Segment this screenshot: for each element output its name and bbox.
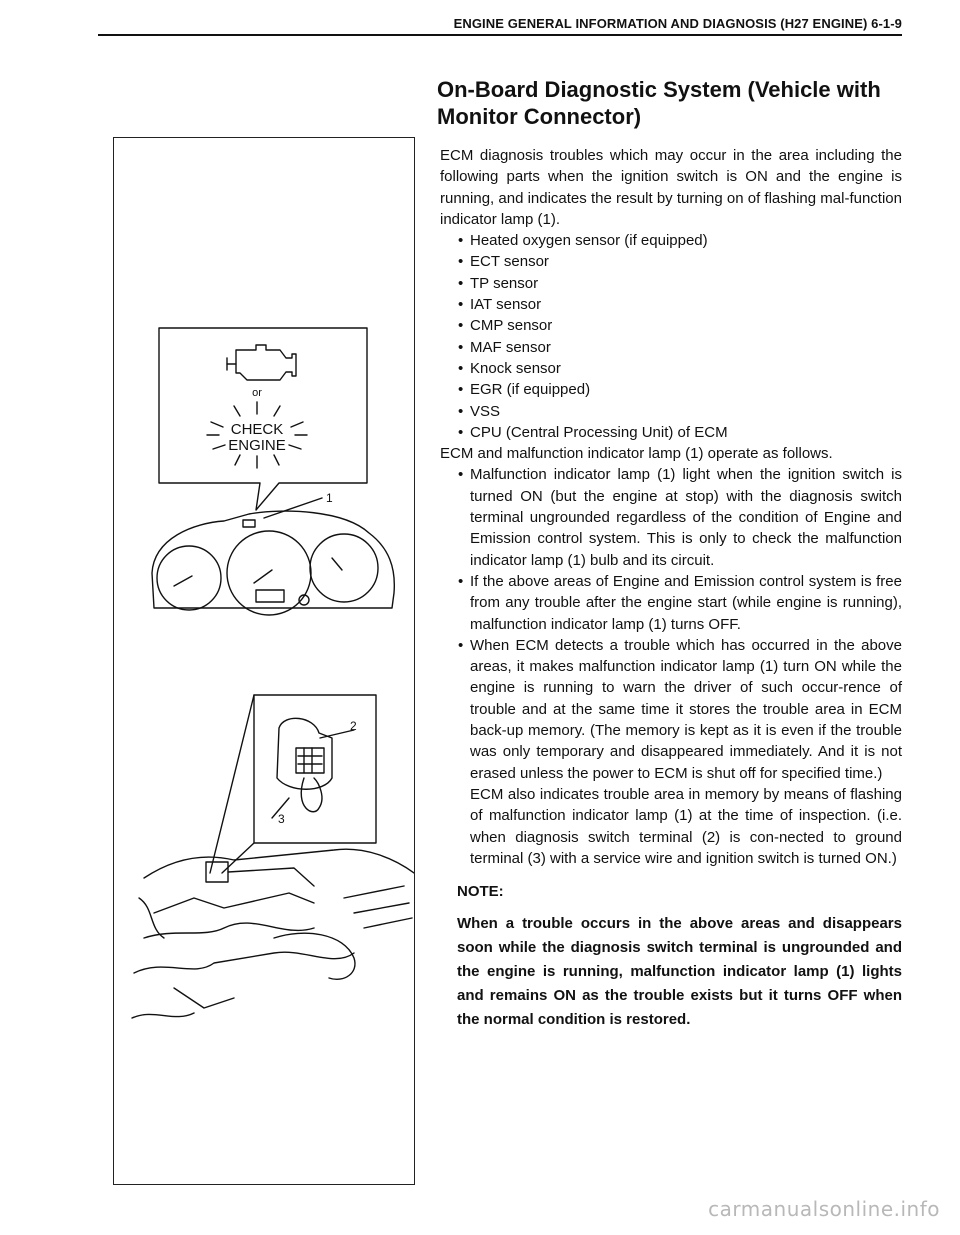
list-item: • EGR (if equipped) [458, 379, 902, 400]
instrument-cluster [152, 511, 394, 608]
list-item: • VSS [458, 401, 902, 422]
list-item: • CPU (Central Processing Unit) of ECM [458, 422, 902, 443]
operation-text: • When ECM detects a trouble which has occurred in the above areas, it makes malfunction indicator lamp (1) turn ON while the engine is running to warn the driver of such occur-rence of trouble and at the same time it stores the trouble area in ECM back-up memory. (The memory is kept as it is even if the trouble was only temporary and disappeared immediately. And it is not erased unless the power to ECM is shut off for specified time.) [470, 636, 902, 782]
operations-list [440, 464, 902, 869]
operation-intro: ECM and malfunction indicator lamp (1) operate as follows. [440, 445, 833, 463]
note-label: NOTE: [457, 883, 504, 901]
page-header [98, 10, 902, 36]
list-item [458, 635, 902, 869]
body-text [440, 145, 902, 1032]
callout-3: 3 [278, 812, 285, 826]
running-title: ENGINE GENERAL INFORMATION AND DIAGNOSIS (H27 ENGINE) 6-1-9 [453, 16, 902, 31]
operation-extra: ECM also indicates trouble area in memory by means of flashing of malfunction indicator lamp (1) at the time of inspection. (i.e. when diagnosis switch terminal (2) is con-nected to ground terminal (3) with a service wire and ignition switch is turned ON.) [470, 785, 902, 867]
note-text: When a trouble occurs in the above areas and disappears soon while the diagnosis switch terminal is ungrounded and the engine is running, malfunction indicator lamp (1) lights and remains ON as the trouble exists but it turns OFF when the normal condition is restored. [457, 915, 902, 1029]
callout-2: 2 [350, 719, 357, 733]
list-item: • Heated oxygen sensor (if equipped) [458, 230, 902, 251]
or-label: or [252, 387, 262, 399]
intro-paragraph: ECM diagnosis troubles which may occur in the area including the following parts when the ignition switch is ON and the engine is running, and indicates the result by turning on of flashing mal-function indicator lamp (1). [440, 147, 902, 228]
lamp-text-check: CHECK [230, 421, 284, 438]
section-title: On-Board Diagnostic System (Vehicle with Monitor Connector) [437, 77, 881, 129]
service-wire [301, 778, 322, 812]
callout-1: 1 [326, 491, 333, 505]
diagnosis-connector [277, 718, 332, 811]
lamp-callout-box [159, 328, 367, 510]
list-item: • TP sensor [458, 273, 902, 294]
note-block [440, 881, 902, 1032]
list-item: • ECT sensor [458, 251, 902, 272]
list-item: • MAF sensor [458, 337, 902, 358]
list-item: • CMP sensor [458, 315, 902, 336]
connector-detail-box [254, 695, 376, 843]
illustration [114, 138, 415, 1185]
watermark: carmanualsonline.info [708, 1197, 940, 1221]
list-item: • Knock sensor [458, 358, 902, 379]
engine-bay-sketch [132, 849, 414, 1018]
parts-list [440, 230, 902, 443]
lamp-text-engine: ENGINE [228, 437, 286, 454]
list-item: • IAT sensor [458, 294, 902, 315]
illustration-panel [113, 137, 415, 1185]
list-item: • If the above areas of Engine and Emission control system is free from any trouble after the engine start (while engine is running), malfunction indicator lamp (1) turns OFF. [458, 571, 902, 635]
check-engine-icon [227, 345, 296, 380]
list-item: • Malfunction indicator lamp (1) light when the ignition switch is turned ON (but the engine at stop) with the diagnosis switch terminal ungrounded regardless of the condition of Engine and Emission control system. This is only to check the malfunction indicator lamp (1) bulb and its circuit. [458, 464, 902, 570]
